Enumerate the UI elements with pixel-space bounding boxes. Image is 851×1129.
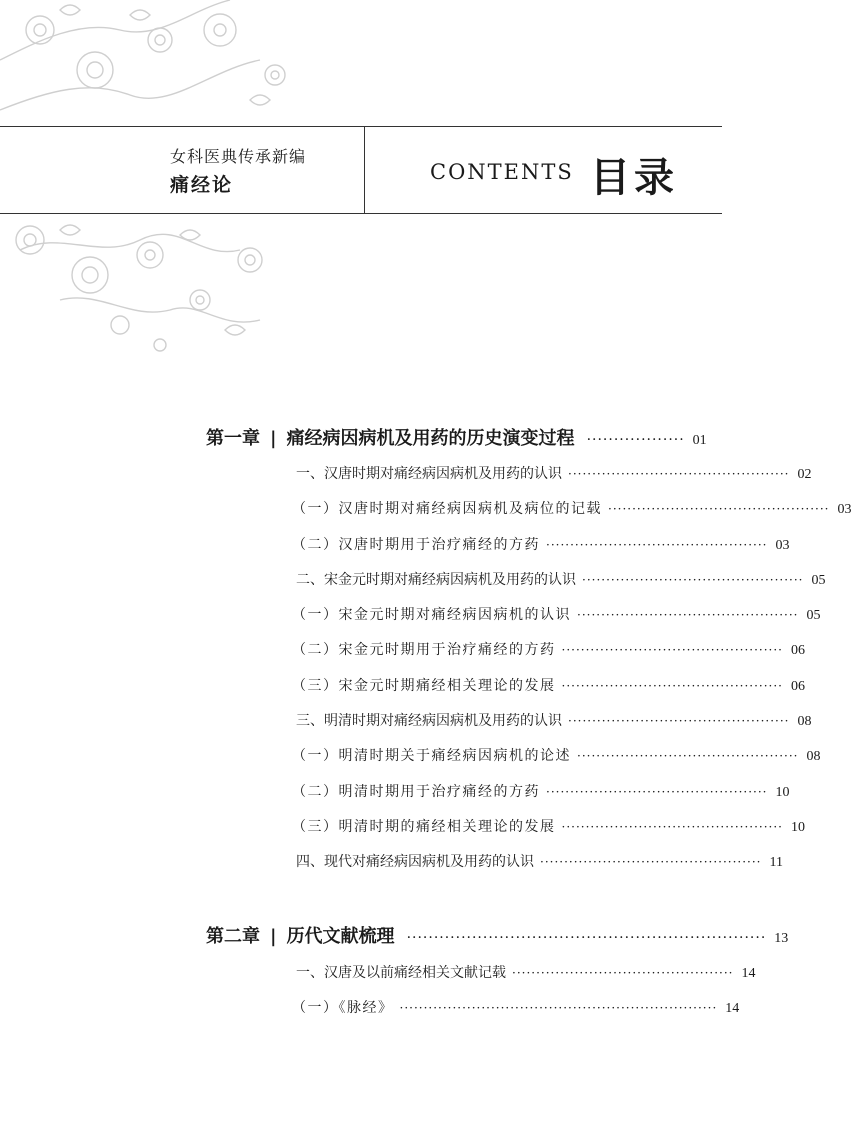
toc-item[interactable] (292, 745, 821, 765)
dot-leader: ·············································· (512, 966, 734, 980)
toc-item[interactable] (296, 851, 783, 871)
toc-item[interactable] (292, 498, 851, 518)
page-number: 03 (837, 502, 851, 517)
dot-leader: ·············································· (561, 643, 783, 657)
toc-item[interactable] (296, 710, 812, 730)
toc-item-label: （一）汉唐时期对痛经病因病机及病位的记载 (292, 501, 602, 517)
page-number: 14 (741, 966, 756, 981)
toc-item[interactable] (296, 463, 812, 483)
dot-leader: ·············································· (568, 714, 790, 728)
chapter-number: 第一章 (206, 428, 260, 449)
page-number: 14 (725, 1001, 740, 1016)
toc-chapter-1[interactable] (206, 424, 705, 450)
page-number: 05 (806, 608, 821, 623)
dot-leader: ·············································· (568, 467, 790, 481)
toc-item[interactable] (292, 675, 805, 695)
dot-leader: ·················· (586, 432, 685, 448)
contents-heading-en: CONTENTS (430, 160, 574, 184)
toc-item-label: 一、汉唐及以前痛经相关文献记载 (296, 965, 506, 981)
toc-item-label: （一）《脉经》 (292, 1000, 394, 1016)
page-number: 11 (769, 855, 783, 870)
dot-leader: ·············································· (540, 855, 762, 869)
series-title: 女科医典传承新编 (170, 147, 307, 166)
page-number: 03 (775, 538, 790, 553)
page-number: 06 (790, 643, 805, 658)
book-title: 痛经论 (170, 174, 234, 196)
toc-item-label: 四、现代对痛经病因病机及用药的认识 (296, 854, 534, 870)
page-number: 01 (692, 433, 707, 448)
page-number: 02 (797, 467, 812, 482)
toc-item-label: （二）宋金元时期用于治疗痛经的方药 (292, 642, 556, 658)
dot-leader: ·································································· (399, 1001, 718, 1015)
dot-leader: ·············································· (608, 502, 830, 516)
toc-item[interactable] (292, 604, 821, 624)
chapter-number: 第二章 (206, 926, 260, 947)
toc-item[interactable] (292, 639, 805, 659)
toc-item[interactable] (296, 569, 826, 589)
toc-item[interactable] (292, 534, 790, 554)
page-number: 08 (797, 714, 812, 729)
dot-leader: ·································································· (406, 930, 767, 946)
toc-item[interactable] (296, 962, 756, 982)
toc-item-label: （三）明清时期的痛经相关理论的发展 (292, 819, 556, 835)
page-number: 08 (806, 749, 821, 764)
toc-item-label: （二）汉唐时期用于治疗痛经的方药 (292, 537, 540, 553)
chapter-separator: | (270, 428, 277, 449)
header-divider (364, 126, 365, 214)
dot-leader: ·············································· (561, 679, 783, 693)
page-number: 10 (775, 785, 790, 800)
toc-item[interactable] (292, 816, 805, 836)
dot-leader: ·············································· (546, 785, 768, 799)
dot-leader: ·············································· (546, 538, 768, 552)
dot-leader: ·············································· (577, 749, 799, 763)
toc-item[interactable] (292, 781, 790, 801)
page-number: 05 (811, 573, 826, 588)
chapter-separator: | (270, 926, 277, 947)
chapter-title: 痛经病因病机及用药的历史演变过程 (286, 428, 575, 449)
toc-item[interactable] (292, 997, 740, 1017)
header-bottom-rule (0, 213, 722, 214)
page-number: 06 (790, 679, 805, 694)
dot-leader: ·············································· (561, 820, 783, 834)
contents-heading-zh: 目录 (590, 154, 678, 201)
toc-item-label: （三）宋金元时期痛经相关理论的发展 (292, 678, 556, 694)
toc-item-label: （一）明清时期关于痛经病因病机的论述 (292, 748, 571, 764)
page-number: 10 (790, 820, 805, 835)
dot-leader: ·············································· (577, 608, 799, 622)
toc-item-label: 三、明清时期对痛经病因病机及用药的认识 (296, 713, 562, 729)
toc-item-label: 二、宋金元时期对痛经病因病机及用药的认识 (296, 572, 576, 588)
page-number: 13 (774, 931, 789, 946)
toc-item-label: 一、汉唐时期对痛经病因病机及用药的认识 (296, 466, 562, 482)
toc-item-label: （一）宋金元时期对痛经病因病机的认识 (292, 607, 571, 623)
toc-chapter-2[interactable] (206, 922, 789, 948)
chapter-title: 历代文献梳理 (286, 926, 395, 947)
header-top-rule (0, 126, 722, 127)
toc-item-label: （二）明清时期用于治疗痛经的方药 (292, 784, 540, 800)
dot-leader: ·············································· (582, 573, 804, 587)
